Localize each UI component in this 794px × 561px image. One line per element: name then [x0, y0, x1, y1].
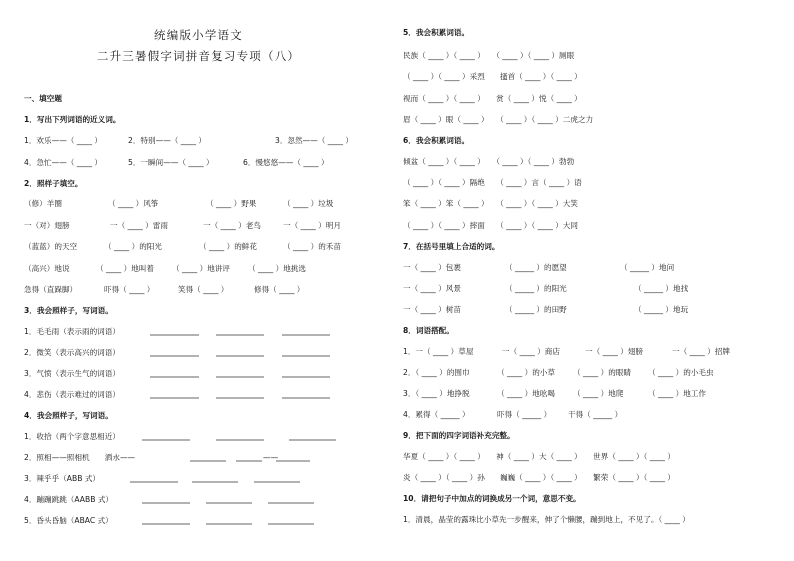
q4-item: 2．照相——照相机 洒水—— [24, 453, 136, 462]
q8-cell: 1．一（ ____ ）草屋 [403, 347, 474, 356]
q10-heading: 10．请把句子中加点的词换成另一个词，意思不变。 [403, 494, 581, 503]
q8-cell: （ ____ ）地爬 [573, 389, 624, 398]
q7-cell: 一（ ____ ）风景 [403, 284, 461, 293]
q6-row: 倾盆（ ____ ）（ ____ ） （ ____ ）（ ____ ）勃勃 [403, 157, 575, 166]
q8-cell: 一（ ____ ）招牌 [672, 347, 730, 356]
q9-row: 炎（ ____ ）（ ____ ）孙 巍巍（ ____ ）（ ____ ） 繁荣（ ____ ）（ ____ ） [403, 473, 675, 482]
part-heading: 一、填空题 [24, 94, 62, 103]
q3-item: 4．悲伤（表示难过的词语） [24, 390, 120, 399]
q1-item-3: 3．忽然——（ ____ ） [275, 136, 354, 145]
page-title: 统编版小学语文 [154, 28, 243, 42]
q1-item-4: 4．急忙——（ ____ ） [24, 158, 103, 167]
q2-heading: 2．照样子填空。 [24, 179, 83, 188]
q2-cell: （高兴）地说 [24, 264, 70, 273]
q2-cell: （ ____ ）的阳光 [104, 242, 162, 251]
q2-cell: （蓝蓝）的天空 [24, 242, 78, 251]
q5-row: （ ____ ）（ ____ ）采烈 搔首（ ____ ）（ ____ ） [403, 72, 582, 81]
q1-item-5: 5．一瞬间——（ ____ ） [128, 158, 214, 167]
q7-cell: （ _____ ）的愿望 [505, 263, 567, 272]
q1-item-6: 6．慢悠悠——（ ____ ） [243, 158, 329, 167]
q9-heading: 9．把下面的四字词语补充完整。 [403, 431, 515, 440]
q2-cell: （修）羊圈 [24, 199, 62, 208]
q2-cell: 一（对）翅膀 [24, 221, 70, 230]
q2-cell: （ ____ ）野果 [206, 199, 257, 208]
q3-heading: 3．我会照样子，写词语。 [24, 306, 113, 315]
q3-item: 1．毛毛雨（表示雨的词语） [24, 327, 120, 336]
q1-item-1: 1．欢乐——（ ____ ） [24, 136, 103, 145]
q4-item: 4．蹦蹦跳跳（AABB 式） [24, 495, 114, 504]
q2-cell: （ ____ ）的禾苗 [283, 242, 341, 251]
q8-cell: 吓得（ _____ ） [497, 410, 552, 419]
q2-cell: 笑得（ ____ ） [178, 285, 229, 294]
q7-cell: （ _____ ）的阳光 [505, 284, 567, 293]
q2-cell: （ ____ ）风筝 [108, 199, 159, 208]
q8-cell: 干得（ _____ ） [568, 410, 623, 419]
q8-cell: （ ____ ）的小毛虫 [648, 368, 714, 377]
q10-item: 1．清晨，晶莹的露珠比小草先一步醒来，伸了个懒腰，蹦到地上，不见了。（ ____ ） [403, 515, 690, 524]
q2-cell: （ ____ ）地挑选 [248, 264, 306, 273]
q1-heading: 1．写出下列词语的近义词。 [24, 115, 121, 124]
q6-row: （ ____ ）（ ____ ）摔面 （ ____ ）（ ____ ）大同 [403, 221, 578, 230]
q7-cell: （ _____ ）地玩 [634, 305, 689, 314]
q7-cell: 一（ ____ ）树苗 [403, 305, 461, 314]
q8-cell: （ ____ ）地吆喝 [497, 389, 555, 398]
q8-cell: （ ____ ）地工作 [648, 389, 706, 398]
q4-heading: 4．我会照样子，写词语。 [24, 411, 113, 420]
q2-cell: 修得（ ____ ） [254, 285, 305, 294]
q5-heading: 5．我会积累词语。 [403, 28, 470, 37]
q4-item: 5．昏头昏脑（ABAC 式） [24, 516, 113, 525]
q8-cell: 一（ ____ ）商店 [502, 347, 560, 356]
q2-cell: 一（ ____ ）雷雨 [110, 221, 168, 230]
q2-cell: （ ____ ）垃圾 [283, 199, 334, 208]
q8-cell: 2．（ ____ ）的围巾 [403, 368, 470, 377]
q4-item: 3．辣乎乎（ABB 式） [24, 474, 101, 483]
q2-cell: 急得（直跺脚） [24, 285, 78, 294]
q7-heading: 7．在括号里填上合适的词。 [403, 242, 500, 251]
q9-row: 华夏（ ____ ）（ ____ ） 神（ ____ ）大（ ____ ） 世界（ ____ ）（ ____ ） [403, 452, 675, 461]
q2-cell: （ ____ ）地叫着 [96, 264, 154, 273]
q2-cell: （ ____ ）地讲评 [172, 264, 230, 273]
q2-cell: 吓得（ ____ ） [104, 285, 155, 294]
page-subtitle: 二升三暑假字词拼音复习专项（八） [96, 49, 301, 63]
q2-cell: 一（ ____ ）明月 [283, 221, 341, 230]
q5-row: 民族（ ____ ）（ ____ ） （ ____ ）（ ____ ）厕眼 [403, 51, 575, 60]
q6-row: 笨（ ____ ）笨（ ____ ） （ ____ ）（ ____ ）大笑 [403, 199, 578, 208]
q4-arrow: —— [263, 453, 279, 462]
q3-item: 3．气愤（表示生气的词语） [24, 369, 120, 378]
q6-row: （ ____ ）（ ____ ）隔绝 （ ____ ）言（ ____ ）语 [403, 178, 582, 187]
q7-cell: （ _____ ）地找 [634, 284, 689, 293]
q7-cell: （ _____ ）地问 [620, 263, 675, 272]
q7-cell: （ _____ ）的田野 [505, 305, 567, 314]
q8-cell: 3．（ ____ ）地挣脱 [403, 389, 470, 398]
q1-item-2: 2．特别——（ ____ ） [128, 136, 207, 145]
q6-heading: 6．我会积累词语。 [403, 136, 470, 145]
q8-cell: （ ____ ）的小草 [497, 368, 555, 377]
q5-row: 视而（ ____ ）（ ____ ） 赏（ ____ ）悦（ ____ ） [403, 94, 582, 103]
q8-cell: 一（ ____ ）翅膀 [585, 347, 643, 356]
q2-cell: （ ____ ）的鲜花 [199, 242, 257, 251]
q4-item: 1．收拾（两个字意思相近） [24, 432, 120, 441]
q5-row: 眉（ ____ ）眼（ ____ ） （ ____ ）（ ____ ）二虎之力 [403, 115, 594, 124]
q7-cell: 一（ ____ ）包裹 [403, 263, 461, 272]
q2-cell: 一（ ____ ）老鸟 [203, 221, 261, 230]
q8-heading: 8．词语搭配。 [403, 326, 454, 335]
q8-cell: （ ____ ）的眼睛 [573, 368, 631, 377]
q3-item: 2．微笑（表示高兴的词语） [24, 348, 120, 357]
q8-cell: 4．累得（ _____ ） [403, 410, 470, 419]
